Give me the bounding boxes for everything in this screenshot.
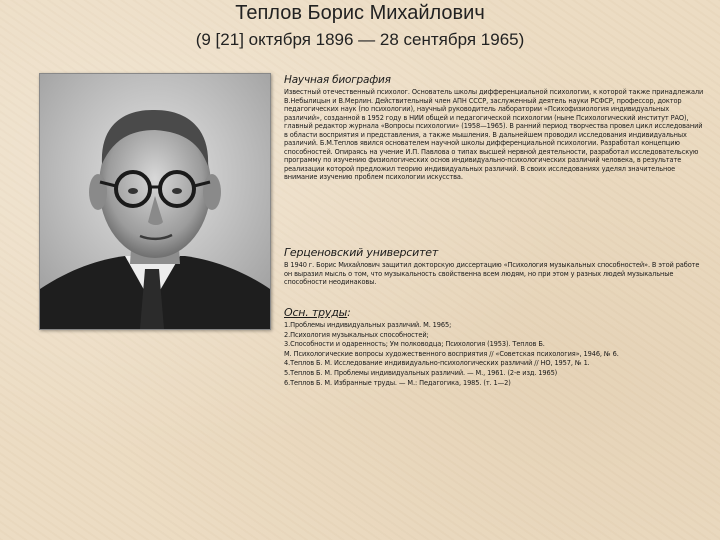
list-item: 4.Теплов Б. М. Исследование индивидуально-психологических различий // НО, 1957, № 1.	[284, 359, 590, 368]
biography-heading: Научная биография	[284, 74, 391, 86]
list-item: 2.Психология музыкальных способностей;	[284, 330, 429, 339]
list-item: 1.Проблемы индивидуальных различий. М. 1965;	[284, 321, 452, 329]
list-item: 5.Теплов Б. М. Проблемы индивидуальных различий. — М., 1961. (2-е изд. 1965)	[284, 368, 558, 377]
page-subtitle: (9 [21] октября 1896 — 28 сентября 1965)	[195, 30, 525, 49]
list-item: М. Психологические вопросы художественного восприятия // «Советская психология», 1946, № 6.	[284, 349, 619, 358]
university-heading: Герценовский университет	[284, 246, 439, 259]
list-item: 6.Теплов Б. М. Избранные труды. — М.: Педагогика, 1985. (т. 1—2)	[284, 378, 511, 387]
biography-text: Известный отечественный психолог. Основатель школы дифференциальной психологии, к которой также принадлежали В.Небылицын и В.Мерлин. Действительный член АПН СССР, заслуженный деятель науки РСФСР, профессор, доктор педагогических наук (по психологии), научный руководитель лаборатории «Психофизиология индивидуальных различий», созданной в 1952 году в НИИ общей и педагогической психологии (ныне Психологический институт РАО), главный редактор журнала «Вопросы психологии» (1958—1965). В ранний период творчества провел цикл исследований в области восприятия и представления, а также мышления. В дальнейшем проводил исследования индивидуальных различий. Б.М.Теплов явился основателем научной школы дифференциальной психологии. Разработал концепцию способностей. Опираясь на учение И.П. Павлова о типах высшей нервной деятельности, разработал исследовательскую программу по изучению физиологических основ индивидуально-психологических различий человека, в результате реализации которой предложил теорию индивидуальных различий. В своих исследованиях уделял значительное внимание изучению проблем психологии искусства.	[284, 88, 704, 181]
works-heading: Осн. труды:	[284, 306, 351, 319]
biography-section	[284, 74, 704, 182]
portrait-photo	[39, 73, 271, 330]
university-section	[284, 246, 704, 287]
works-list	[284, 321, 704, 388]
university-text: В 1940 г. Борис Михайлович защитил докторскую диссертацию «Психология музыкальных способностей». В этой работе он выразил мысль о том, что музыкальность свойственна всем людям, но при этом у разных людей музыкальные способности неодинаковы.	[284, 261, 700, 286]
list-item: 3.Способности и одаренность; Ум полководца; Психология (1953). Теплов Б.	[284, 340, 545, 349]
works-section	[284, 306, 704, 388]
page-title: Теплов Борис Михайлович	[235, 2, 485, 24]
